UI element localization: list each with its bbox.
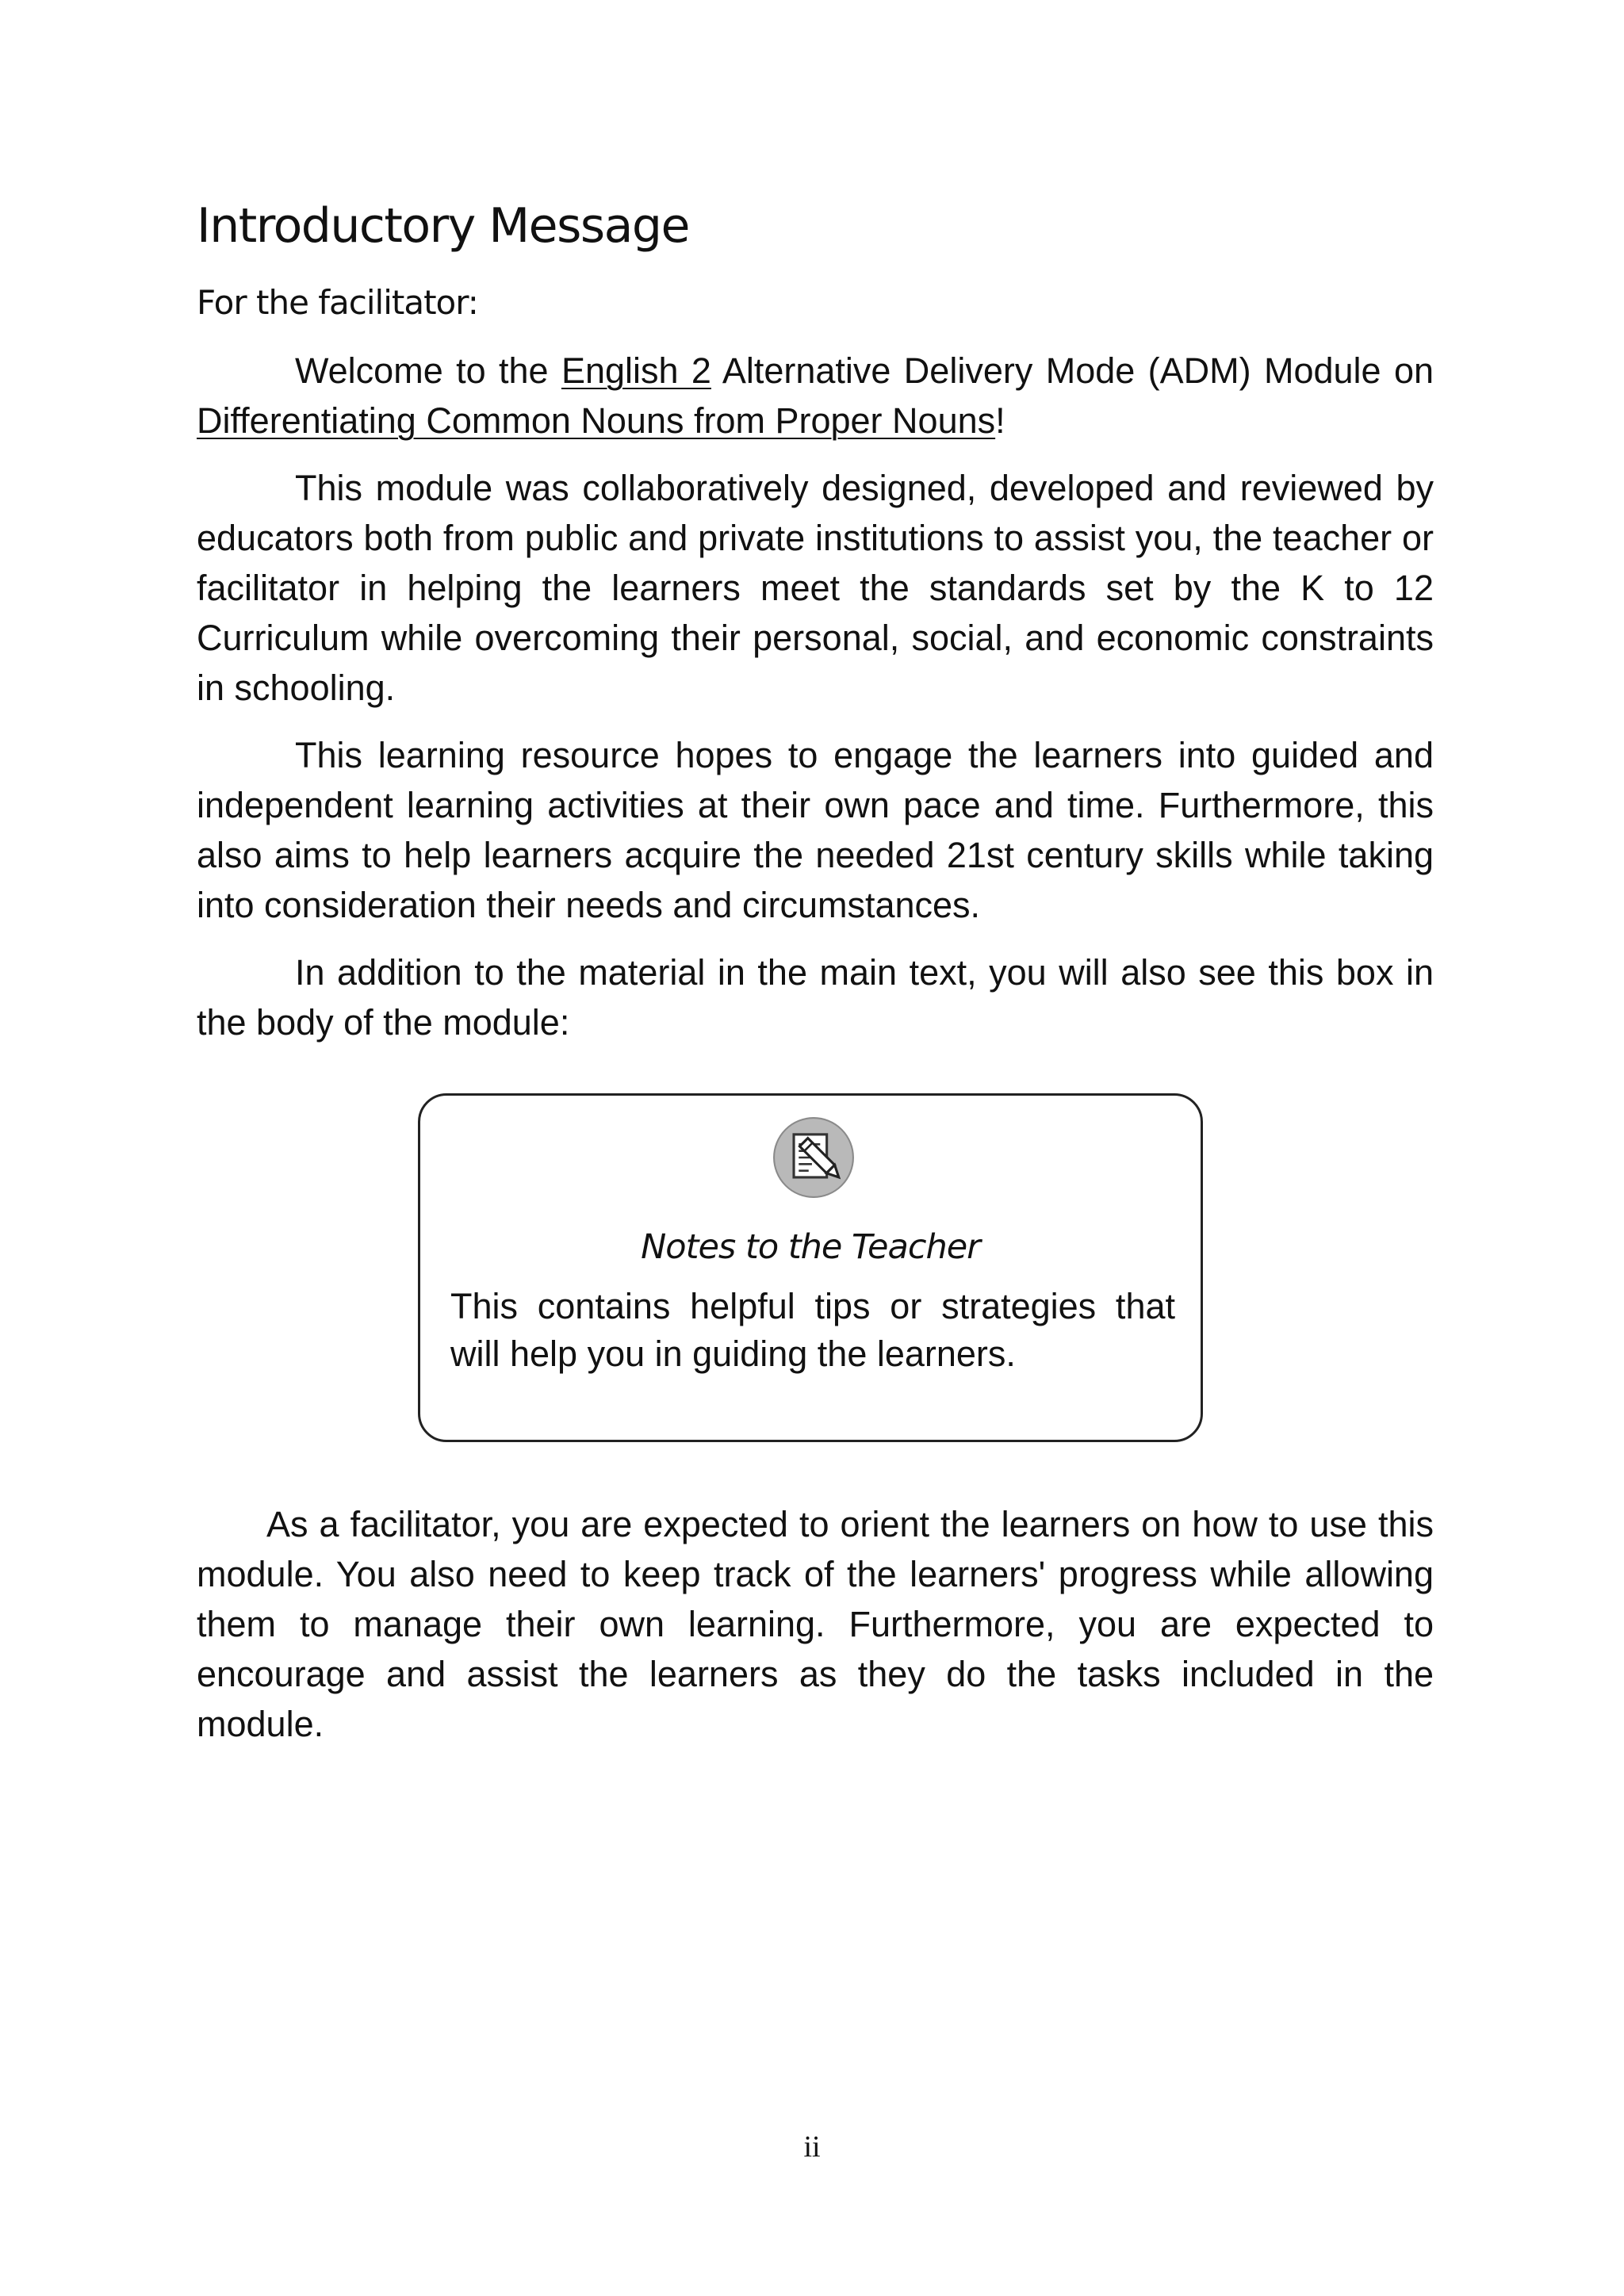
- section-subtitle: For the facilitator:: [197, 283, 478, 322]
- welcome-paragraph: [197, 346, 1434, 446]
- welcome-text-mid: Alternative Delivery Mode (ADM) Module on: [710, 350, 1434, 391]
- notepad-pencil-icon: [772, 1116, 855, 1199]
- facilitator-role-paragraph: As a facilitator, you are expected to orient the learners on how to use this module. You also need to keep track of the learners' progress while allowing them to manage their own learning. Furthermore, you are expected to encourage and assist the learners as they do the tasks included in the module.: [197, 1504, 1434, 1744]
- box-intro-paragraph: In addition to the material in the main text, you will also see this box in the body of the module:: [197, 952, 1434, 1043]
- module-design-paragraph: This module was collaboratively designed, developed and reviewed by educators both from public and private institutions to assist you, the teacher or facilitator in helping the learners meet the standards set by the K to 12 Curriculum while overcoming their personal, social, and economic constraints in schooling.: [197, 468, 1434, 708]
- note-box-title: Notes to the Teacher: [641, 1227, 980, 1267]
- page-title: Introductory Message: [197, 198, 689, 254]
- subject-name: English 2: [561, 350, 711, 391]
- welcome-text-end: !: [995, 400, 1005, 441]
- learning-resource-paragraph: This learning resource hopes to engage the learners into guided and independent learning activities at their own pace and time. Furthermore, this also aims to help learners acquire the needed 21st century skills while taking into consideration their needs and circumstances.: [197, 735, 1434, 925]
- notes-to-teacher-box: [418, 1093, 1203, 1442]
- document-page: [197, 190, 1434, 1749]
- note-box-text: This contains helpful tips or strategies that will help you in guiding the learners.: [450, 1286, 1175, 1374]
- page-number: ii: [803, 2130, 821, 2164]
- welcome-text-start: Welcome to the: [295, 350, 561, 391]
- module-topic: Differentiating Common Nouns from Proper Nouns: [197, 400, 996, 441]
